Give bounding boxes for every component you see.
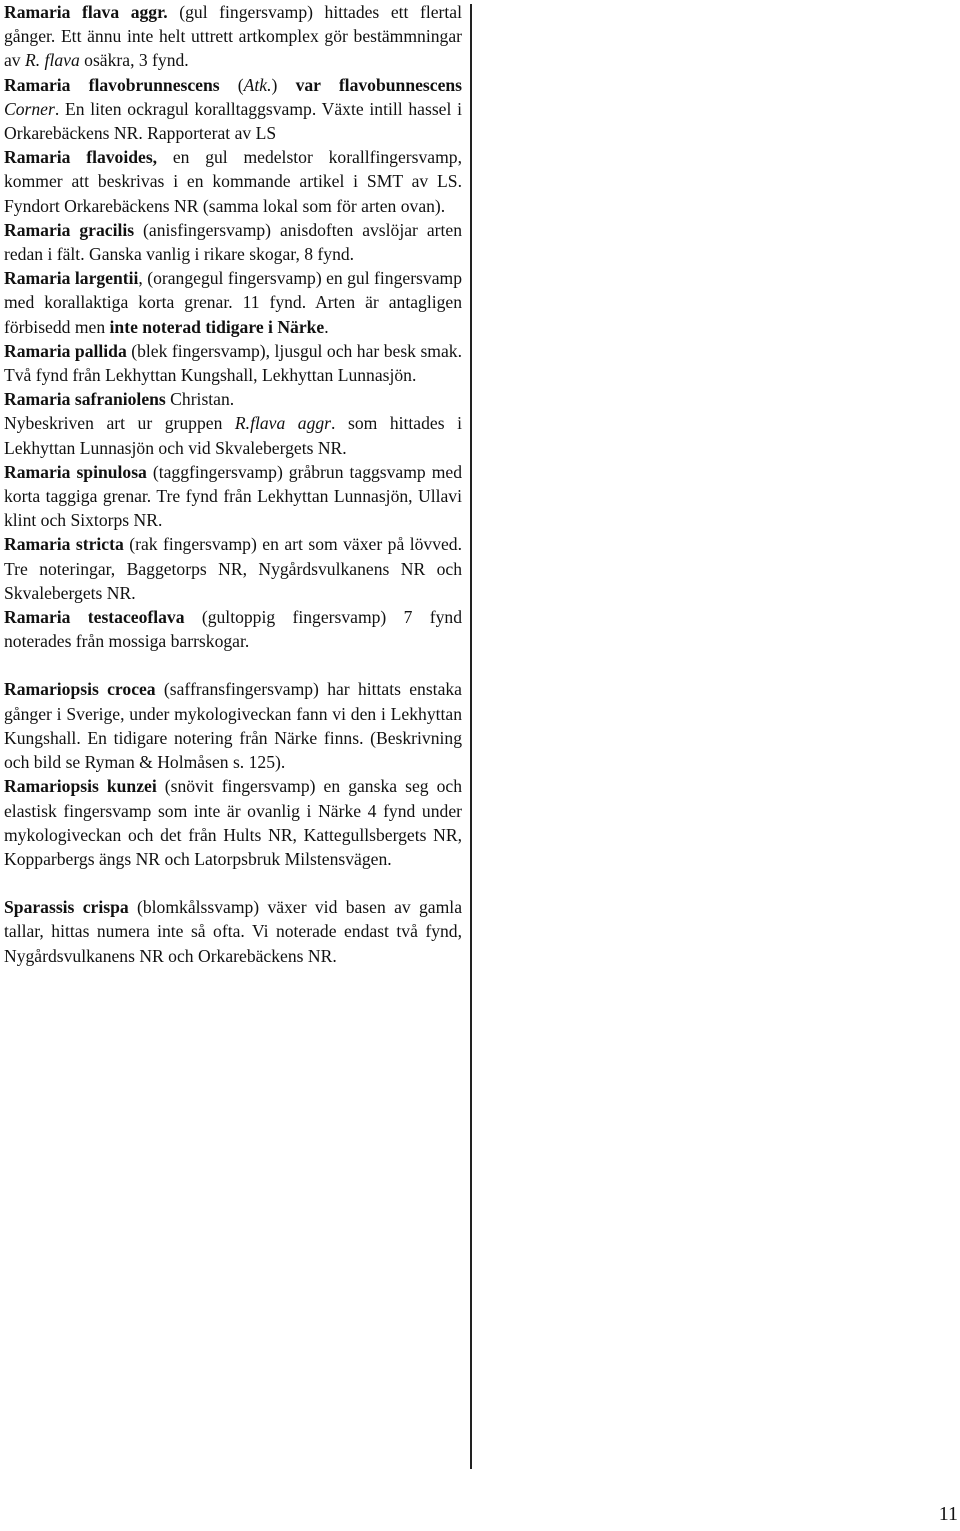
entry-text: Christan. — [165, 389, 235, 410]
species-name: var flavobunnescens — [295, 74, 463, 95]
species-entry-r-gracilis — [4, 218, 462, 266]
species-name: Ramaria testaceoflava — [4, 607, 185, 628]
species-entry-r-stricta — [4, 532, 462, 605]
entry-text: Nybeskriven art ur gruppen — [4, 413, 235, 434]
entry-text: (gul fingersvamp) hittades ett flertal gånger. Ett ännu inte helt uttrett artkomplex gör bestämmningar av — [4, 2, 462, 71]
species-name: Ramaria pallida — [4, 340, 127, 361]
species-name: inte noterad tidigare i Närke — [109, 316, 325, 337]
entry-text: . som hittades i Lekhyttan Lunnasjön och vid Skvalebergets NR. — [4, 413, 462, 458]
text-column — [4, 0, 462, 968]
entry-text: ( — [219, 74, 244, 95]
entry-text: (saffransfingersvamp) har hittats enstaka gånger i Sverige, under mykologiveckan fann vi den i Lekhyttan Kungshall. En tidigare notering från Närke finns. (Beskrivning och bild se Ryman & Holmåsen s. 125). — [4, 679, 462, 773]
entry-text: (snövit fingersvamp) en ganska seg och elastisk fingersvamp som inte är ovanlig i Närke 4 fynd under mykologiveckan och det från Hults NR, Kattegullsbergets NR, Kopparbergs ängs NR och Latorpsbruk Milstensvägen. — [4, 776, 462, 869]
species-entry-r-pallida — [4, 339, 462, 387]
entry-text: (taggfingersvamp) gråbrun taggsvamp med korta taggiga grenar. Tre fynd från Lekhyttan Lunnasjön, Ullavi klint och Sixtorps NR. — [4, 461, 462, 531]
page-number: 11 — [938, 1503, 958, 1525]
species-entry-r-safraniolens — [4, 387, 462, 411]
entry-text: (anisfingersvamp) anisdoften avslöjar arten redan i fält. Ganska vanlig i rikare skogar, 8 fynd. — [4, 219, 462, 265]
species-name: Sparassis crispa — [4, 897, 129, 918]
species-name: Ramaria flava aggr. — [4, 2, 168, 22]
species-entry-r-flavoides — [4, 145, 462, 218]
entry-text: . En liten ockragul koralltaggsvamp. Växte intill hassel i Orkarebäckens NR. Rapporterat av LS — [4, 98, 462, 144]
species-name: Ramaria flavobrunnescens — [4, 74, 220, 95]
species-entry-r-testaceoflava — [4, 605, 462, 653]
entry-text: (rak fingersvamp) en art som växer på lövved. Tre noteringar, Baggetorps NR, Nygårdsvulkanens NR och Skvalebergets NR. — [4, 534, 463, 603]
entry-text: ) — [271, 74, 296, 95]
species-name: Ramariopsis kunzei — [4, 776, 157, 797]
species-entry-s-crispa — [4, 895, 462, 968]
entry-text: (blomkålssvamp) växer vid basen av gamla tallar, hittas numera inte så ofta. Vi noterade endast två fynd, Nygårdsvulkanens NR och Orkarebäckens NR. — [4, 897, 462, 966]
species-entry-rp-kunzei — [4, 774, 462, 871]
species-entry-rp-crocea — [4, 677, 462, 774]
species-entry-r-flavobrunnescens — [4, 73, 462, 146]
species-name: Ramaria flavoides, — [4, 147, 158, 168]
species-entry-r-flava — [4, 0, 462, 73]
species-entry-r-safraniolens-desc — [4, 411, 462, 459]
entry-text: (gultoppig fingersvamp) 7 fynd noterades från mossiga barrskogar. — [4, 607, 462, 652]
italic-text: Corner — [4, 98, 55, 119]
species-name: Ramariopsis crocea — [4, 679, 156, 700]
species-name: Ramaria stricta — [4, 534, 124, 555]
entry-text: en gul medelstor korallfingersvamp, kommer att beskrivas i en kommande artikel i SMT av LS. Fyndort Orkarebäckens NR (samma lokal som för arten ovan). — [4, 147, 462, 216]
species-name: Ramaria spinulosa — [4, 461, 147, 482]
italic-text: R.flava aggr — [234, 413, 332, 434]
column-divider — [470, 4, 472, 1469]
species-entry-r-largentii — [4, 266, 462, 339]
entry-text: (blek fingersvamp), ljusgul och har besk smak. Två fynd från Lekhyttan Kungshall, Lekhyttan Lunnasjön. — [4, 340, 462, 386]
species-name: Ramaria safraniolens — [4, 389, 166, 410]
entry-text: , (orangegul fingersvamp) en gul fingersvamp med korallaktiga korta grenar. 11 fynd. Arten är antagligen förbisedd men — [4, 268, 462, 337]
italic-text: Atk. — [243, 74, 272, 95]
species-entry-r-spinulosa — [4, 460, 462, 533]
italic-text: R. flava — [25, 50, 80, 71]
entry-text: . — [324, 316, 329, 337]
species-name: Ramaria largentii — [4, 268, 139, 289]
species-name: Ramaria gracilis — [4, 219, 135, 240]
entry-text: osäkra, 3 fynd. — [79, 50, 189, 71]
